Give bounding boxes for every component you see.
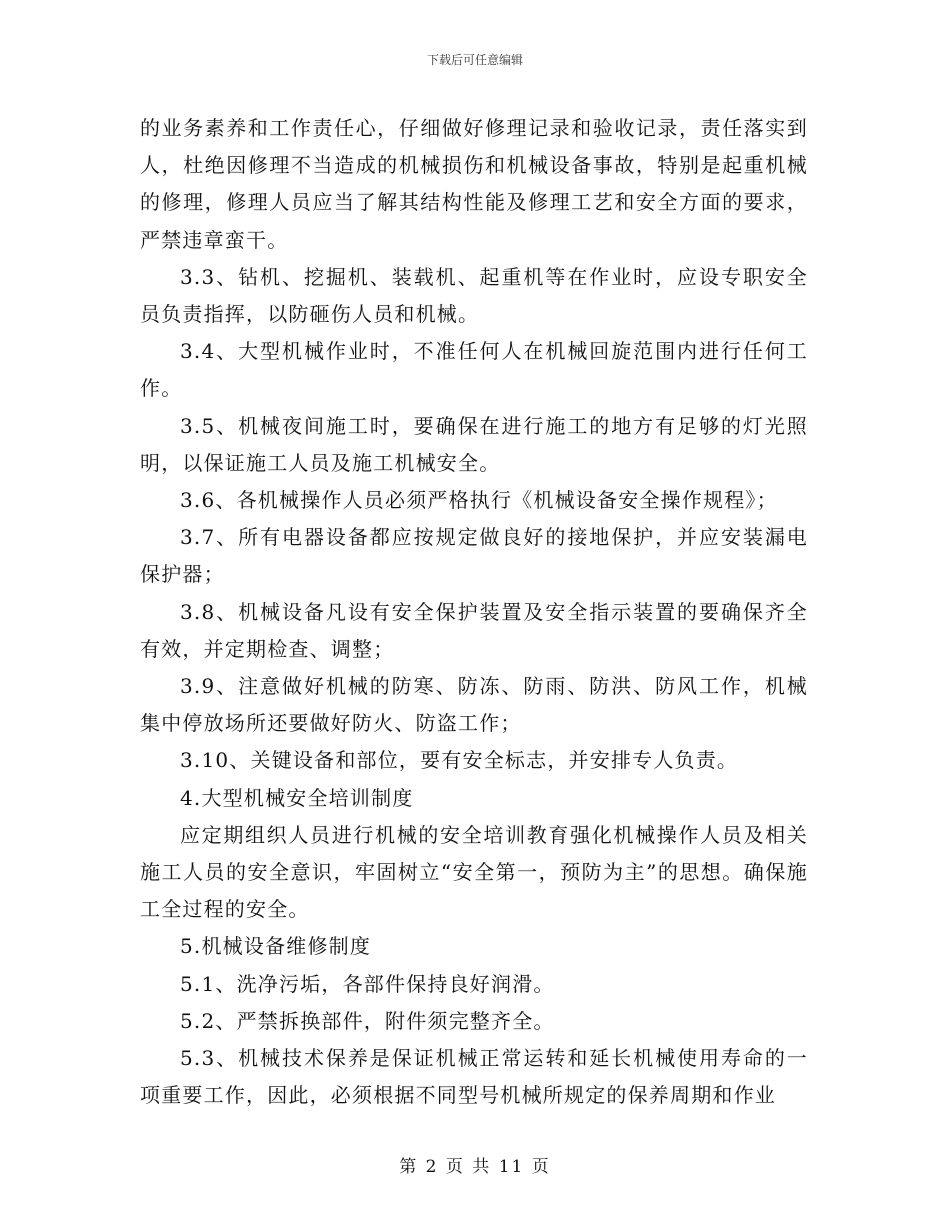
paragraph-3-3: 3.3、钻机、挖掘机、装载机、起重机等在作业时，应设专职安全员负责指挥，以防砸伤人员和机械。 — [140, 264, 808, 327]
paragraph-5-3: 5.3、机械技术保养是保证机械正常运转和延长机械使用寿命的一项重要工作，因此，必须根据不同型号机械所规定的保养周期和作业 — [140, 1046, 808, 1108]
section-heading-5: 5.机械设备维修制度 — [180, 934, 372, 959]
paragraph-5-1: 5.1、洗净污垢，各部件保持良好润滑。 — [180, 971, 555, 996]
paragraph-4-body: 应定期组织人员进行机械的安全培训教育强化机械操作人员及相关施工人员的安全意识，牢固树立“安全第一，预防为主”的思想。确保施工全过程的安全。 — [140, 822, 808, 922]
paragraph-continuation: 的业务素养和工作责任心，仔细做好修理记录和验收记录，责任落实到人，杜绝因修理不当造成的机械损伤和机械设备事故，特别是起重机械的修理，修理人员应当了解其结构性能及修理工艺和安全方面的要求，严禁违章蛮干。 — [140, 116, 808, 252]
paragraph-3-10: 3.10、关键设备和部位，要有安全标志，并安排专人负责。 — [180, 748, 739, 773]
paragraph-3-8: 3.8、机械设备凡设有安全保护装置及安全指示装置的要确保齐全有效，并定期检查、调整； — [140, 599, 808, 661]
page-footer: 第 2 页 共 11 页 — [399, 1157, 551, 1177]
page-header: 下载后可任意编辑 — [426, 53, 523, 67]
paragraph-5-2: 5.2、严禁拆换部件，附件须完整齐全。 — [180, 1008, 555, 1033]
paragraph-3-7: 3.7、所有电器设备都应按规定做良好的接地保护，并应安装漏电保护器； — [140, 525, 808, 587]
document-body — [140, 110, 808, 1114]
paragraph-3-4: 3.4、大型机械作业时，不准任何人在机械回旋范围内进行任何工作。 — [140, 339, 808, 401]
paragraph-3-9: 3.9、注意做好机械的防寒、防冻、防雨、防洪、防风工作，机械集中停放场所还要做好防火、防盗工作； — [140, 674, 808, 736]
section-heading-4: 4.大型机械安全培训制度 — [180, 785, 414, 810]
paragraph-3-6: 3.6、各机械操作人员必须严格执行《机械设备安全操作规程》； — [180, 488, 778, 513]
paragraph-3-5: 3.5、机械夜间施工时，要确保在进行施工的地方有足够的灯光照明，以保证施工人员及施工机械安全。 — [140, 413, 808, 475]
